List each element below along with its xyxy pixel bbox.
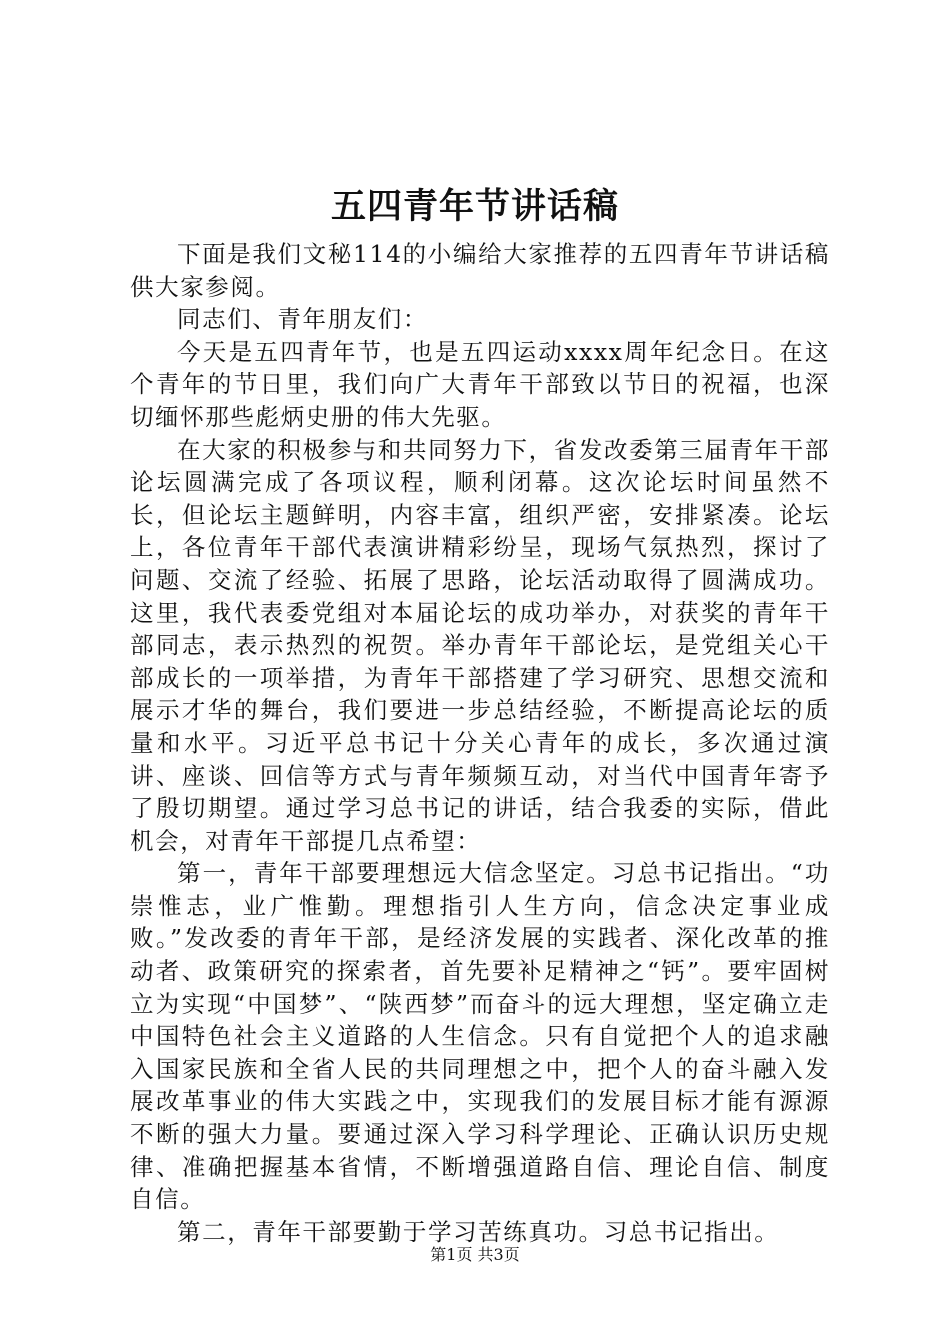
- document-title: 五四青年节讲话稿: [330, 186, 619, 227]
- page-number-footer: 第1页 共3页: [430, 1245, 520, 1264]
- paragraph-intro: 下面是我们文秘114的小编给大家推荐的五四青年节讲话稿供大家参阅。: [130, 240, 830, 301]
- paragraph-opening: 今天是五四青年节，也是五四运动xxxx周年纪念日。在这个青年的节日里，我们向广大青年干部致以节日的祝福，也深切缅怀那些彪炳史册的伟大先驱。: [130, 337, 830, 431]
- paragraph-second-point: 第二，青年干部要勤于学习苦练真功。习总书记指出。: [177, 1217, 780, 1246]
- paragraph-salutation: 同志们、青年朋友们：: [177, 305, 428, 334]
- paragraph-first-point: 第一，青年干部要理想远大信念坚定。习总书记指出。“功崇惟志，业广惟勤。理想指引人生方向，信念决定事业成败。”发改委的青年干部，是经济发展的实践者、深化改革的推动者、政策研究的探索者，首先要补足精神之“钙”。要牢固树立为实现“中国梦”、“陕西梦”而奋斗的远大理想，坚定确立走中国特色社会主义道路的人生信念。只有自觉把个人的追求融入国家民族和全省人民的共同理想之中，把个人的奋斗融入发展改革事业的伟大实践之中，实现我们的发展目标才能有源源不断的强大力量。要通过深入学习科学理论、正确认识历史规律、准确把握基本省情，不断增强道路自信、理论自信、制度自信。: [130, 859, 830, 1214]
- document-body: [130, 238, 830, 1248]
- paragraph-forum: 在大家的积极参与和共同努力下，省发改委第三届青年干部论坛圆满完成了各项议程，顺利闭幕。这次论坛时间虽然不长，但论坛主题鲜明，内容丰富，组织严密，安排紧凑。论坛上，各位青年干部代表演讲精彩纷呈，现场气氛热烈，探讨了问题、交流了经验、拓展了思路，论坛活动取得了圆满成功。这里，我代表委党组对本届论坛的成功举办，对获奖的青年干部同志，表示热烈的祝贺。举办青年干部论坛，是党组关心干部成长的一项举措，为青年干部搭建了学习研究、思想交流和展示才华的舞台，我们要进一步总结经验，不断提高论坛的质量和水平。习近平总书记十分关心青年的成长，多次通过演讲、座谈、回信等方式与青年频频互动，对当代中国青年寄予了殷切期望。通过学习总书记的讲话，结合我委的实际，借此机会，对青年干部提几点希望：: [130, 435, 830, 855]
